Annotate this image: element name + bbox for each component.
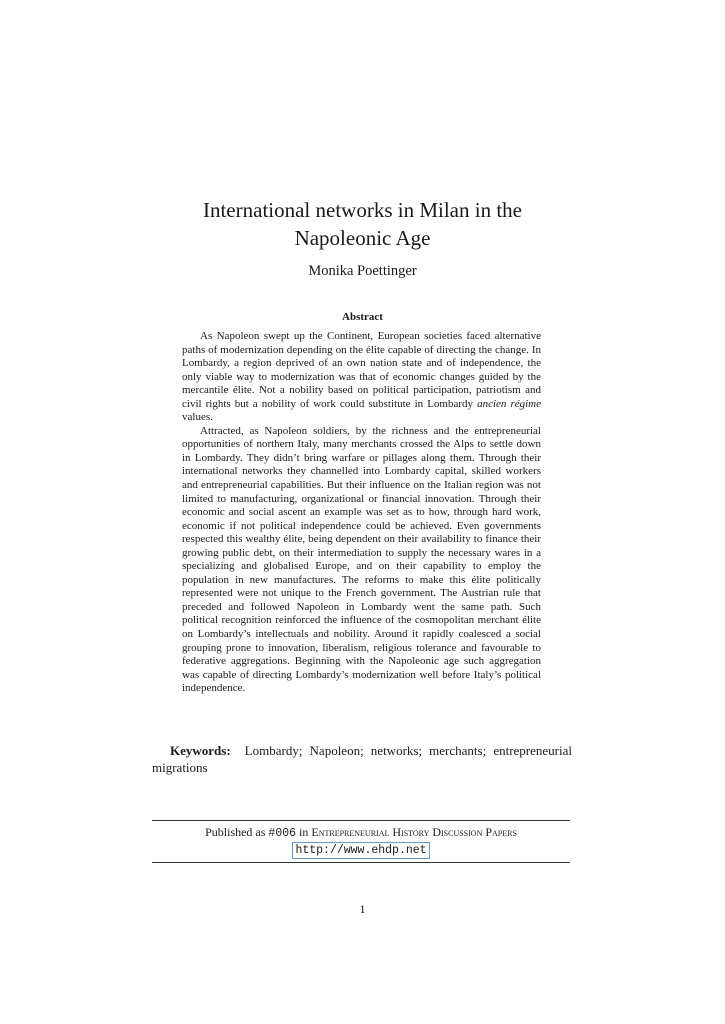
publication-box: [152, 820, 570, 863]
abstract-p1-italic: ancien régime: [477, 397, 541, 410]
title-line-1: International networks in Milan in the: [202, 198, 522, 222]
paper-title: [0, 196, 725, 252]
ehdp-link[interactable]: http://www.ehdp.net: [292, 842, 429, 859]
publication-info: [152, 821, 570, 859]
series-name: Entrepreneurial History Discussion Papers: [311, 825, 517, 839]
abstract-paragraph-1: [182, 330, 541, 425]
abstract-p1-end: values.: [182, 411, 213, 424]
abstract-heading: Abstract: [342, 311, 383, 323]
title-line-2: Napoleonic Age: [294, 226, 431, 250]
published-middle: in: [296, 825, 312, 839]
author-name: Monika Poettinger: [308, 263, 417, 279]
abstract-p1-text: As Napoleon swept up the Continent, European societies faced alternative paths of modernization depending on the élite capable of directing the change. In Lombardy, a region deprived of an own nation state and of independence, the only viable way to modernization was that of economic changes guided by the mercantile élite. Not a nobility based on political participation, patriotism and civil rights but a nobility of work could substitute in Lombardy: [182, 330, 541, 410]
page-number: 1: [359, 902, 366, 916]
published-prefix: Published as: [205, 825, 269, 839]
abstract-paragraph-2: Attracted, as Napoleon soldiers, by the richness and the entrepreneurial opportunities of northern Italy, many merchants crossed the Alps to settle down in Lombardy. They didn’t bring warfare or pillages along them. Through their international networks they channelled into Lombardy capital, skilled workers and entrepreneurial capabilities. But their influence on the Italian region was not limited to manufacturing, organizational or financial innovation. Through their economic and social ascent an example was set as to how, through hard work, economic if not political independence could be achieved. Even governments respected this wealthy élite, being dependent on their availability to finance their growing public debt, on their intermediation to supply the necessary wares in a specializing and globalised Europe, and on their capability to employ the population in new manufactures. The reforms to make this élite politically represented were not unique to the French government. The Austrian rule that preceded and followed Napoleon in Lombardy went the same path. Such political recognition reinforced the influence of the cosmopolitan merchant élite on Lombardy’s intellectuals and nobility. Around it rapidly coalesced a social grouping prone to innovation, liberalism, religious tolerance and favourable to federative aggregations. Beginning with the Napoleonic age such aggregation was capable of directing Lombardy’s modernization well before Italy’s political independence.: [182, 424, 541, 695]
keywords-text: Lombardy; Napoleon; networks; merchants; entrepreneurial migrations: [152, 743, 572, 775]
paper-number: #006: [268, 827, 297, 840]
keywords-section: [152, 743, 572, 776]
keywords-label: Keywords:: [170, 743, 231, 758]
bottom-rule: [152, 862, 570, 863]
abstract-body: [182, 330, 541, 696]
